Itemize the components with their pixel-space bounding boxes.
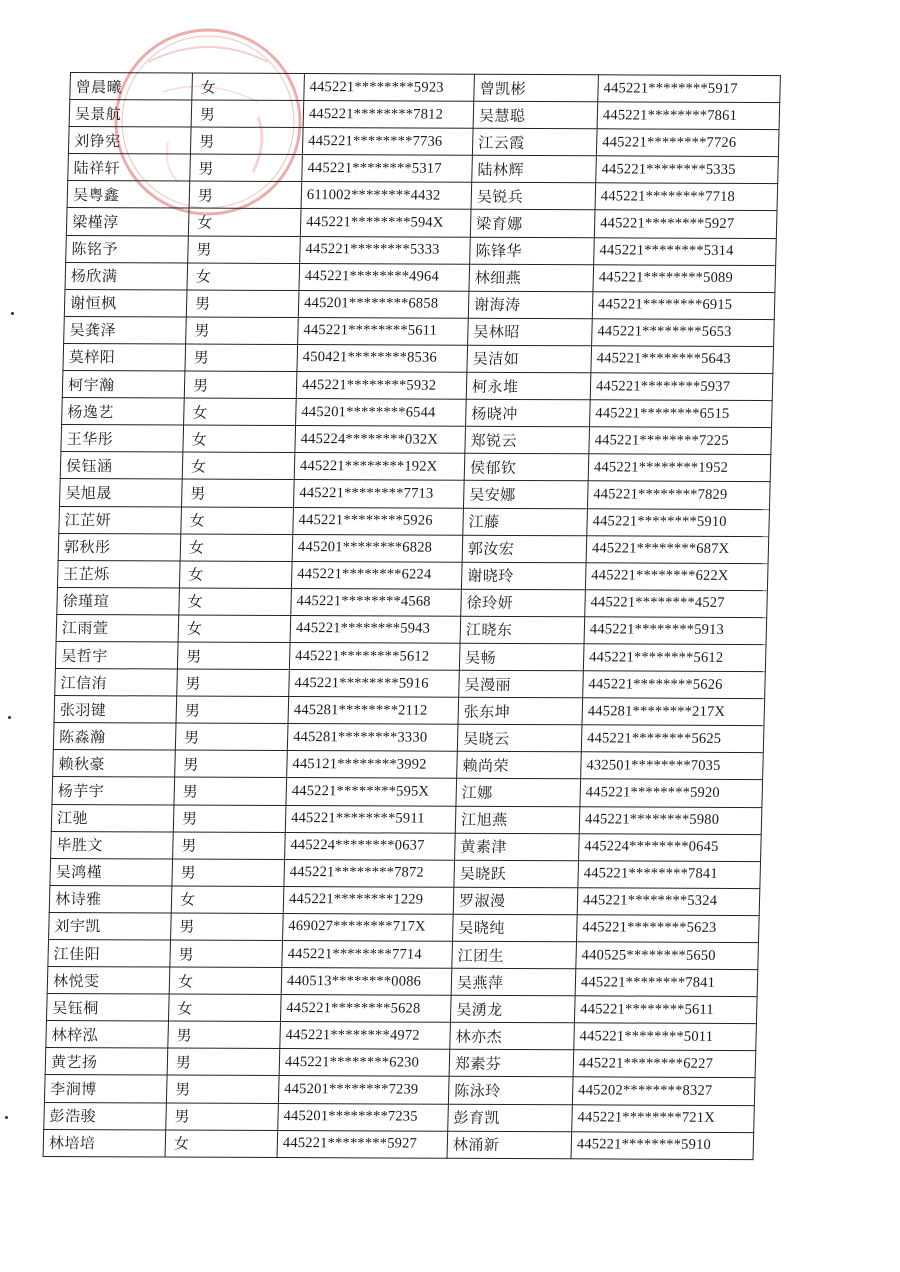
student-id-cell: 445201********7235 — [278, 1103, 449, 1131]
guardian-name-cell: 柯永堆 — [466, 372, 591, 400]
student-id-cell: 445221********5628 — [280, 995, 451, 1023]
gender-cell: 男 — [175, 723, 288, 751]
student-id-cell: 445221********7714 — [282, 941, 453, 969]
student-id-cell: 445224********0637 — [285, 832, 456, 860]
student-name-cell: 赖秋豪 — [53, 750, 176, 778]
guardian-id-cell: 445221********5980 — [579, 806, 762, 834]
student-id-cell: 445201********7239 — [278, 1076, 449, 1104]
table-row — [50, 858, 761, 888]
table-row — [55, 641, 766, 671]
guardian-name-cell: 吴晓云 — [457, 725, 582, 753]
gender-cell: 女 — [187, 263, 300, 291]
student-name-cell: 江信洧 — [55, 669, 178, 697]
guardian-name-cell: 林涌新 — [447, 1131, 572, 1159]
guardian-id-cell: 445221********5612 — [583, 644, 766, 672]
guardian-name-cell: 吴慧聪 — [473, 101, 598, 129]
guardian-id-cell: 445221********5917 — [598, 75, 781, 103]
guardian-name-cell: 江藤 — [463, 508, 588, 536]
gender-cell: 男 — [167, 1048, 280, 1076]
guardian-name-cell: 彭育凯 — [448, 1104, 573, 1132]
table-row — [68, 127, 779, 157]
guardian-id-cell: 445221********6915 — [592, 292, 775, 320]
student-name-cell: 吴鸿槿 — [50, 858, 173, 886]
student-id-cell: 445121********3992 — [287, 751, 458, 779]
guardian-name-cell: 杨晓冲 — [466, 399, 591, 427]
table-row — [45, 1048, 756, 1078]
guardian-id-cell: 440525********5650 — [576, 942, 759, 970]
guardian-id-cell: 445221********1952 — [588, 454, 771, 482]
student-id-cell: 445221********7713 — [293, 480, 464, 508]
student-id-cell: 445221********5333 — [300, 236, 471, 264]
table-row — [67, 181, 778, 211]
guardian-id-cell: 445221********7861 — [597, 102, 780, 130]
table-row — [64, 316, 775, 346]
student-name-cell: 莫梓阳 — [63, 343, 186, 371]
student-id-cell: 445221********7872 — [284, 859, 455, 887]
guardian-id-cell: 445221********5089 — [593, 264, 776, 292]
guardian-id-cell: 445221********5623 — [576, 915, 759, 943]
guardian-name-cell: 吴锐兵 — [471, 183, 596, 211]
guardian-name-cell: 江云霞 — [472, 128, 597, 156]
table-row — [57, 587, 768, 617]
table-row — [59, 506, 770, 536]
student-id-cell: 445221********5612 — [289, 642, 460, 670]
guardian-id-cell: 445221********622X — [585, 562, 768, 590]
gender-cell: 男 — [182, 479, 295, 507]
student-name-cell: 吴景航 — [69, 100, 192, 128]
roster-table — [43, 72, 781, 1160]
scan-speck — [11, 312, 14, 315]
student-id-cell: 445281********2112 — [288, 697, 459, 725]
guardian-id-cell: 445221********7718 — [595, 183, 778, 211]
table-row — [70, 73, 781, 103]
guardian-id-cell: 445221********7829 — [587, 481, 770, 509]
guardian-name-cell: 江晓东 — [460, 616, 585, 644]
gender-cell: 女 — [165, 1130, 278, 1158]
gender-cell: 男 — [175, 750, 288, 778]
student-name-cell: 李涧博 — [44, 1075, 167, 1103]
table-row — [69, 100, 780, 130]
guardian-id-cell: 445221********5011 — [574, 1023, 757, 1051]
student-name-cell: 刘宇凯 — [49, 912, 172, 940]
guardian-name-cell: 赖尚荣 — [457, 752, 582, 780]
student-id-cell: 611002********4432 — [301, 182, 472, 210]
scan-speck — [8, 716, 11, 719]
student-id-cell: 445221********594X — [300, 209, 471, 237]
guardian-name-cell: 吴林昭 — [468, 318, 593, 346]
student-id-cell: 445221********7812 — [303, 101, 474, 129]
guardian-name-cell: 吴洁如 — [467, 345, 592, 373]
gender-cell: 女 — [188, 209, 301, 237]
gender-cell: 女 — [184, 398, 297, 426]
guardian-id-cell: 445221********5611 — [574, 996, 757, 1024]
gender-cell: 男 — [177, 642, 290, 670]
student-id-cell: 445221********5317 — [302, 155, 473, 183]
guardian-name-cell: 陆林辉 — [472, 156, 597, 184]
table-row — [54, 696, 765, 726]
student-id-cell: 445221********5943 — [290, 615, 461, 643]
guardian-name-cell: 林亦杰 — [450, 1023, 575, 1051]
gender-cell: 女 — [179, 561, 292, 589]
table-row — [51, 804, 762, 834]
student-name-cell: 毕胜文 — [51, 831, 174, 859]
student-id-cell: 450421********8536 — [297, 344, 468, 372]
student-name-cell: 吴粤鑫 — [67, 181, 190, 209]
guardian-name-cell: 吴漫丽 — [459, 670, 584, 698]
guardian-name-cell: 郭汝宏 — [462, 535, 587, 563]
student-name-cell: 王华彤 — [61, 425, 184, 453]
table-row — [56, 614, 767, 644]
gender-cell: 男 — [186, 290, 299, 318]
table-row — [57, 560, 768, 590]
student-name-cell: 张羽键 — [54, 696, 177, 724]
guardian-id-cell: 432501********7035 — [581, 752, 764, 780]
guardian-id-cell: 445281********217X — [582, 698, 765, 726]
gender-cell: 男 — [172, 859, 285, 887]
table-row — [53, 723, 764, 753]
student-name-cell: 吴旭晟 — [60, 479, 183, 507]
student-name-cell: 林悦雯 — [47, 967, 170, 995]
guardian-name-cell: 吴晓纯 — [453, 914, 578, 942]
gender-cell: 男 — [170, 940, 283, 968]
guardian-id-cell: 445221********7726 — [596, 129, 779, 157]
student-id-cell: 445221********192X — [294, 453, 465, 481]
student-id-cell: 445221********5923 — [304, 74, 475, 102]
guardian-id-cell: 445221********5314 — [594, 237, 777, 265]
student-id-cell: 445221********5926 — [293, 507, 464, 535]
table-row — [64, 289, 775, 319]
gender-cell: 男 — [190, 127, 303, 155]
student-id-cell: 445221********5916 — [289, 670, 460, 698]
guardian-id-cell: 445202********8327 — [572, 1077, 755, 1105]
table-row — [62, 371, 773, 401]
guardian-name-cell: 林细燕 — [469, 264, 594, 292]
table-row — [60, 452, 771, 482]
student-id-cell: 440513********0086 — [281, 968, 452, 996]
guardian-id-cell: 445221********7841 — [578, 861, 761, 889]
student-name-cell: 谢恒枫 — [64, 289, 187, 317]
table-row — [48, 939, 759, 969]
student-id-cell: 445221********4972 — [280, 1022, 451, 1050]
student-id-cell: 445201********6544 — [296, 399, 467, 427]
student-name-cell: 陈铭予 — [66, 235, 189, 263]
student-name-cell: 彭浩骏 — [44, 1102, 167, 1130]
gender-cell: 男 — [176, 696, 289, 724]
guardian-id-cell: 445221********5324 — [577, 888, 760, 916]
student-name-cell: 吴钰桐 — [46, 994, 169, 1022]
guardian-id-cell: 445221********4527 — [585, 590, 768, 618]
table-row — [60, 479, 771, 509]
gender-cell: 女 — [181, 507, 294, 535]
student-name-cell: 吴哲宇 — [55, 641, 178, 669]
gender-cell: 女 — [192, 73, 305, 101]
table-row — [65, 262, 776, 292]
table-row — [53, 750, 764, 780]
guardian-name-cell: 江旭燕 — [455, 806, 580, 834]
student-name-cell: 陈淼瀚 — [53, 723, 176, 751]
guardian-id-cell: 445221********687X — [586, 535, 769, 563]
gender-cell: 男 — [190, 154, 303, 182]
student-name-cell: 吴龚泽 — [64, 316, 187, 344]
student-id-cell: 445224********032X — [295, 426, 466, 454]
gender-cell: 女 — [180, 534, 293, 562]
table-row — [46, 994, 757, 1024]
table-row — [61, 425, 772, 455]
guardian-name-cell: 张东坤 — [458, 697, 583, 725]
gender-cell: 男 — [188, 236, 301, 264]
student-name-cell: 杨逸艺 — [62, 398, 185, 426]
guardian-name-cell: 陈锋华 — [470, 237, 595, 265]
table-row — [49, 885, 760, 915]
student-name-cell: 江驰 — [51, 804, 174, 832]
gender-cell: 男 — [184, 371, 297, 399]
gender-cell: 女 — [182, 452, 295, 480]
gender-cell: 男 — [191, 100, 304, 128]
gender-cell: 男 — [173, 805, 286, 833]
student-id-cell: 445201********6858 — [298, 290, 469, 318]
guardian-id-cell: 445221********7225 — [589, 427, 772, 455]
table-row — [44, 1075, 755, 1105]
guardian-id-cell: 445221********7841 — [575, 969, 758, 997]
guardian-name-cell: 徐玲妍 — [461, 589, 586, 617]
gender-cell: 男 — [189, 181, 302, 209]
guardian-id-cell: 445221********5927 — [594, 210, 777, 238]
table-row — [68, 154, 779, 184]
guardian-id-cell: 445224********0645 — [579, 833, 762, 861]
table-row — [52, 777, 763, 807]
student-id-cell: 469027********717X — [283, 913, 454, 941]
guardian-id-cell: 445221********5913 — [584, 617, 767, 645]
student-name-cell: 林培培 — [43, 1129, 166, 1157]
student-name-cell: 侯钰涵 — [60, 452, 183, 480]
student-name-cell: 黄艺扬 — [45, 1048, 168, 1076]
student-id-cell: 445221********4964 — [299, 263, 470, 291]
student-name-cell: 江芷妍 — [59, 506, 182, 534]
guardian-name-cell: 郑素芬 — [449, 1050, 574, 1078]
gender-cell: 女 — [179, 588, 292, 616]
guardian-name-cell: 江团生 — [452, 941, 577, 969]
student-name-cell: 徐瑾瑄 — [57, 587, 180, 615]
gender-cell: 男 — [186, 317, 299, 345]
guardian-id-cell: 445221********5910 — [571, 1131, 754, 1159]
guardian-name-cell: 吴晓跃 — [454, 860, 579, 888]
student-id-cell: 445221********5911 — [285, 805, 456, 833]
gender-cell: 男 — [166, 1075, 279, 1103]
student-name-cell: 杨芋宇 — [52, 777, 175, 805]
student-id-cell: 445201********6828 — [292, 534, 463, 562]
table-row — [66, 208, 777, 238]
guardian-name-cell: 谢海涛 — [468, 291, 593, 319]
student-id-cell: 445221********5927 — [277, 1130, 448, 1158]
guardian-name-cell: 吴畅 — [459, 643, 584, 671]
guardian-id-cell: 445221********5653 — [592, 319, 775, 347]
guardian-id-cell: 445221********5920 — [580, 779, 763, 807]
student-id-cell: 445221********5611 — [298, 317, 469, 345]
student-id-cell: 445221********6224 — [291, 561, 462, 589]
table-row — [55, 669, 766, 699]
student-name-cell: 杨欣满 — [65, 262, 188, 290]
guardian-id-cell: 445221********5625 — [581, 725, 764, 753]
student-name-cell: 梁槿淳 — [66, 208, 189, 236]
gender-cell: 男 — [171, 913, 284, 941]
guardian-name-cell: 吴湧龙 — [450, 995, 575, 1023]
student-name-cell: 柯宇瀚 — [62, 371, 185, 399]
table-row — [58, 533, 769, 563]
table-row — [49, 912, 760, 942]
table-row — [51, 831, 762, 861]
table-row — [44, 1102, 755, 1132]
gender-cell: 女 — [168, 994, 281, 1022]
student-name-cell: 林梓泓 — [46, 1021, 169, 1049]
gender-cell: 男 — [177, 669, 290, 697]
student-name-cell: 江佳阳 — [48, 939, 171, 967]
table-row — [62, 398, 773, 428]
student-name-cell: 王芷烁 — [57, 560, 180, 588]
student-id-cell: 445221********6230 — [279, 1049, 450, 1077]
gender-cell: 男 — [166, 1103, 279, 1131]
guardian-name-cell: 曾凯彬 — [474, 74, 599, 102]
scan-speck — [5, 1116, 8, 1119]
gender-cell: 女 — [178, 615, 291, 643]
guardian-name-cell: 吴燕萍 — [451, 968, 576, 996]
student-id-cell: 445281********3330 — [287, 724, 458, 752]
guardian-name-cell: 郑锐云 — [465, 426, 590, 454]
student-name-cell: 郭秋彤 — [58, 533, 181, 561]
table-row — [63, 343, 774, 373]
gender-cell: 女 — [169, 967, 282, 995]
student-name-cell: 江雨萱 — [56, 614, 179, 642]
table-row — [43, 1129, 754, 1159]
gender-cell: 女 — [183, 425, 296, 453]
student-name-cell: 刘铮宪 — [68, 127, 191, 155]
gender-cell: 男 — [174, 777, 287, 805]
guardian-id-cell: 445221********5937 — [590, 373, 773, 401]
guardian-id-cell: 445221********5335 — [596, 156, 779, 184]
gender-cell: 女 — [171, 886, 284, 914]
student-id-cell: 445221********7736 — [302, 128, 473, 156]
gender-cell: 男 — [185, 344, 298, 372]
guardian-id-cell: 445221********6227 — [573, 1050, 756, 1078]
student-id-cell: 445221********1229 — [283, 886, 454, 914]
student-id-cell: 445221********4568 — [291, 588, 462, 616]
guardian-name-cell: 吴安娜 — [463, 481, 588, 509]
guardian-id-cell: 445221********5626 — [583, 671, 766, 699]
gender-cell: 男 — [168, 1021, 281, 1049]
guardian-name-cell: 谢晓玲 — [461, 562, 586, 590]
guardian-name-cell: 陈泳玲 — [448, 1077, 573, 1105]
student-id-cell: 445221********5932 — [296, 372, 467, 400]
guardian-id-cell: 445221********6515 — [590, 400, 773, 428]
guardian-name-cell: 黄素津 — [455, 833, 580, 861]
student-name-cell: 陆祥轩 — [68, 154, 191, 182]
guardian-id-cell: 445221********5643 — [591, 346, 774, 374]
guardian-name-cell: 罗淑漫 — [453, 887, 578, 915]
student-name-cell: 林诗雅 — [49, 885, 172, 913]
student-id-cell: 445221********595X — [286, 778, 457, 806]
student-name-cell: 曾晨曦 — [70, 73, 193, 101]
table-row — [46, 1021, 757, 1051]
guardian-name-cell: 江娜 — [456, 779, 581, 807]
guardian-name-cell: 梁育娜 — [470, 210, 595, 238]
guardian-name-cell: 侯郁钦 — [464, 454, 589, 482]
table-row — [66, 235, 777, 265]
guardian-id-cell: 445221********721X — [572, 1104, 755, 1132]
gender-cell: 男 — [173, 832, 286, 860]
guardian-id-cell: 445221********5910 — [587, 508, 770, 536]
table-row — [47, 967, 758, 997]
